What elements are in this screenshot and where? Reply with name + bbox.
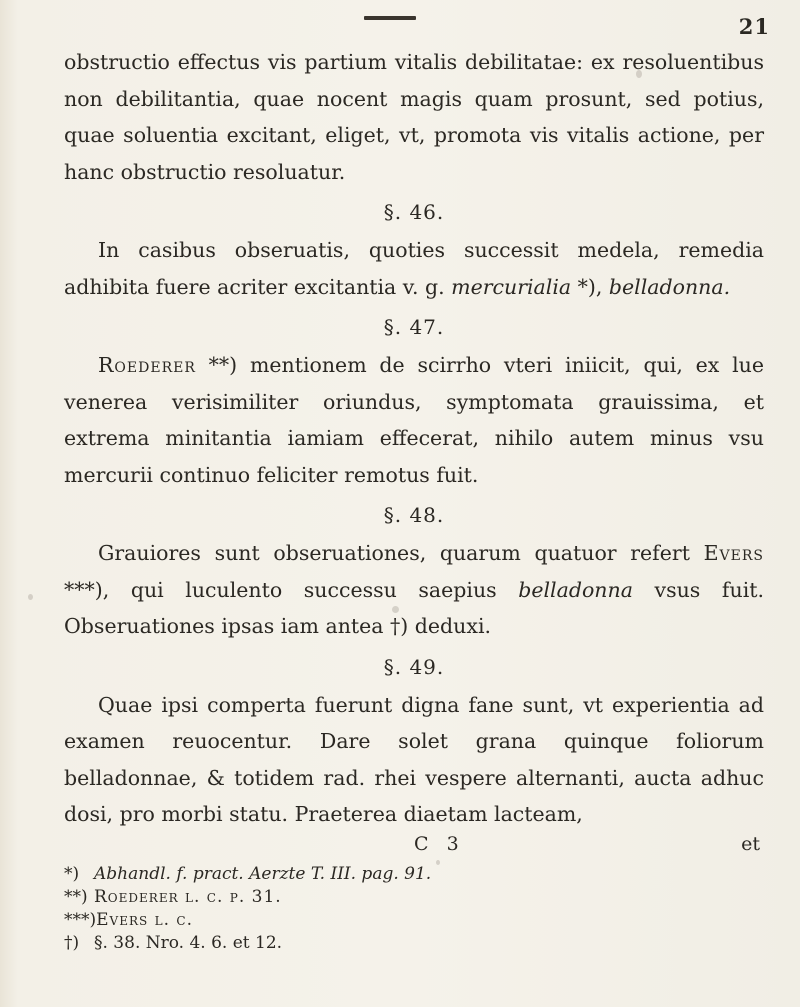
- footnote-text: §. 38. Nro. 4. 6. et 12.: [94, 932, 283, 953]
- page-number: 21: [738, 14, 770, 39]
- section-heading-46: §. 46.: [383, 200, 445, 224]
- footnote-2: [64, 886, 764, 909]
- section-heading-47: §. 47.: [383, 315, 445, 339]
- footnote-mark: **): [64, 886, 88, 907]
- page-header: [0, 12, 800, 42]
- page-body: [64, 44, 764, 955]
- paragraph-text: Grauiores sunt obseruationes, quarum quatuor refert: [98, 541, 704, 565]
- footnote-text: Roederer l. c. p. 31.: [94, 886, 282, 907]
- footnote-3: [64, 909, 764, 932]
- author-name-roederer: Roederer: [98, 353, 196, 377]
- footnote-text: Abhandl. f. pract. Aerzte T. III. pag. 91.: [94, 863, 432, 884]
- catchword: et: [741, 832, 760, 855]
- paragraph-text: ***), qui luculento successu saepius: [64, 577, 519, 602]
- footnote-mark: ***): [64, 909, 97, 930]
- signature-line: [64, 833, 764, 859]
- footnote-ref: *),: [571, 274, 609, 299]
- paragraph-obstructio: obstructio effectus vis partium vitalis debilitatae: ex resoluentibus non debilitantia, quae nocent magis quam prosunt, sed potius, quae soluentia excitant, eliget, vt, promota vis vitalis actione, per hanc obstructio resoluatur.: [64, 50, 764, 184]
- header-rule: [364, 16, 416, 20]
- italic-term-belladonna: belladonna: [518, 577, 633, 602]
- paragraph-grauiores: [64, 535, 764, 645]
- signature-mark: C 3: [414, 832, 465, 855]
- section-heading-48: §. 48.: [383, 503, 445, 527]
- paragraph-text: In casibus obseruatis, quoties successit medela, remedia adhibita fuere acriter excitantia v. g.: [64, 238, 764, 299]
- footnote-text: Evers l. c.: [96, 909, 193, 930]
- paragraph-text: **) mentionem de scirrho vteri iniicit, qui, ex lue venerea verisimiliter oriundus, symptomata grauissima, et extrema minitantia iamiam effecerat, nihilo autem minus vsu mercurii continuo feliciter remotus fuit.: [64, 353, 764, 487]
- italic-term-belladonna: belladonna.: [608, 274, 731, 299]
- paragraph-remedia: [64, 232, 764, 305]
- page-speck: [28, 594, 33, 600]
- paragraph-comperta: Quae ipsi comperta fuerunt digna fane sunt, vt experientia ad examen reuocentur. Dare solet grana quinque foliorum belladonnae, & totidem rad. rhei vespere alternanti, aucta adhuc dosi, pro morbi statu. Praeterea diaetam lacteam,: [64, 692, 764, 826]
- footnotes: [64, 863, 764, 955]
- italic-term-mercurialia: mercurialia: [451, 274, 572, 299]
- author-name-evers: Evers: [703, 541, 764, 565]
- footnote-mark: *): [64, 863, 80, 884]
- footnote-4: [64, 932, 764, 955]
- footnote-mark: †): [64, 932, 80, 953]
- footnote-1: [64, 863, 764, 886]
- paragraph-roederer: [64, 347, 764, 493]
- section-heading-49: §. 49.: [383, 654, 445, 679]
- paragraph-text: vsus fuit. Obseruationes ipsas iam antea †) deduxi.: [64, 577, 764, 638]
